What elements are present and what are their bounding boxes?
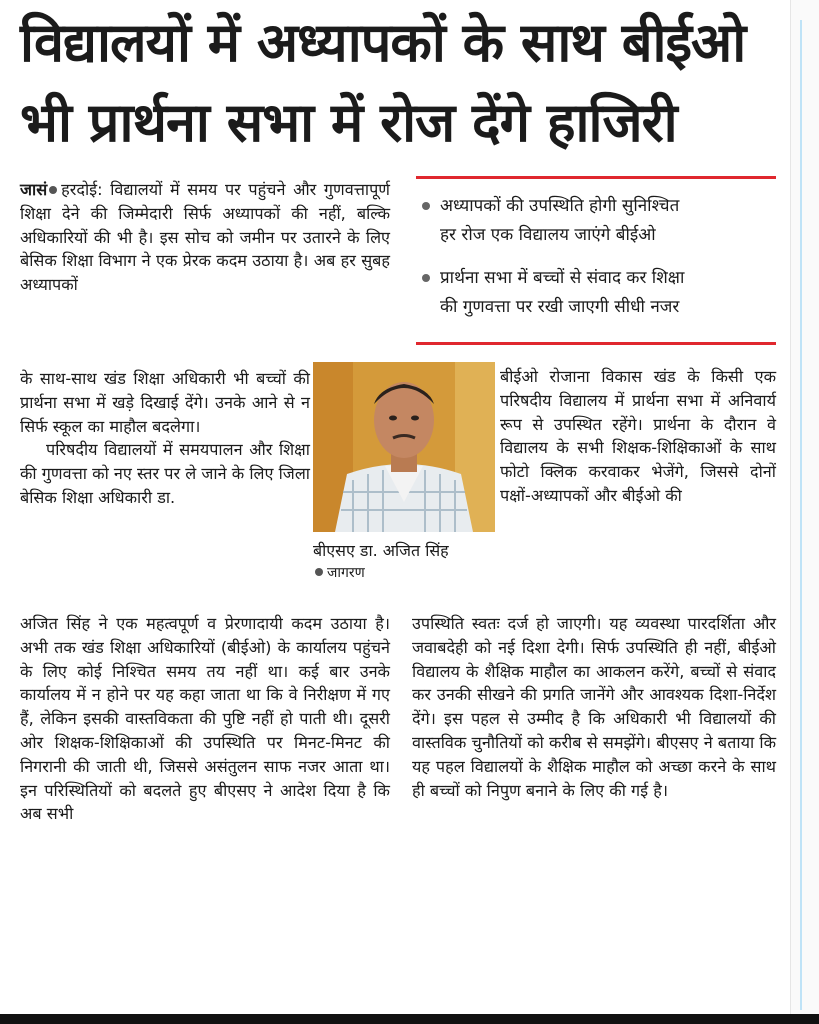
bullet-dot-icon	[49, 186, 57, 194]
bullet-dot-icon	[422, 202, 430, 210]
bullet-dot-icon	[315, 568, 323, 576]
highlight-line: प्रार्थना सभा में बच्चों से संवाद कर शिक्षा	[440, 268, 685, 288]
paragraph-2-cont: अजित सिंह ने एक महत्वपूर्ण व प्रेरणादायी कदम उठाया है। अभी तक खंड शिक्षा अधिकारियों (बीईओ) के कार्यालय पहुंचने के लिए कोई निश्चित समय तय नहीं था। कई बार उनके कार्यालय में न होने पर यह कहा जाता था कि वे निरीक्षण में गए हैं, लेकिन इसकी वास्तविकता की पुष्टि नहीं हो पाती थी। दूसरी ओर शिक्षक-शिक्षिकाओं की उपस्थिति पर मिनट-मिनट की निगरानी की जाती थी, जिससे असंतुलन साफ नजर आता था। इन परिस्थितियों को बदलते हुए बीएसए ने आदेश दिया है कि अब सभी	[20, 614, 390, 824]
portrait-illustration	[313, 362, 495, 532]
bullet-dot-icon	[422, 274, 430, 282]
source-tag: जासं	[20, 180, 48, 199]
paragraph-3: बीईओ रोजाना विकास खंड के किसी एक परिषदीय विद्यालय में प्रार्थना सभा में अनिवार्य रूप से उपस्थित रहेंगे। प्रार्थना के दौरान वे विद्यालय के सभी शिक्षक-शिक्षिकाओं के साथ फोटो क्लिक करवाकर भेजेंगे, जिससे दोनों पक्षों-अध्यापकों और बीईओ की	[500, 367, 776, 505]
bottom-border	[0, 1014, 819, 1024]
highlights-bottom-rule	[416, 342, 776, 345]
paragraph-4: उपस्थिति स्वतः दर्ज हो जाएगी। यह व्यवस्था पारदर्शिता और जवाबदेही को नई दिशा देगी। सिर्फ उपस्थिति ही नहीं, बीईओ विद्यालय के शैक्षिक माहौल का आकलन करेंगे, बच्चों से संवाद कर उनकी सीखने की प्रगति जानेंगे और आवश्यक दिशा-निर्देश देंगे। इस पहल से उम्मीद है कि अधिकारी भी विद्यालयों की वास्तविक चुनौतियों को करीब से समझेंगे। बीएसए ने बताया कि यह पहल विद्यालयों के शैक्षिक माहौल को अच्छा करने के साथ ही बच्चों को निपुण बनाने के लिए की गई है।	[412, 614, 776, 800]
highlight-line: अध्यापकों की उपस्थिति होगी सुनिश्चित	[440, 196, 680, 216]
highlight-item	[422, 192, 774, 250]
article-column-left-narrow	[20, 367, 310, 510]
adjacent-page-strip	[790, 0, 819, 1024]
page-edge	[790, 0, 791, 1024]
photo-credit-text: जागरण	[327, 565, 365, 581]
highlight-line: हर रोज एक विद्यालय जाएंगे बीईओ	[440, 225, 656, 245]
highlights-top-rule	[416, 176, 776, 179]
highlights-box	[416, 176, 776, 346]
headline-line-1: विद्यालयों में अध्यापकों के साथ बीईओ	[20, 11, 746, 74]
article-column-left-lower	[20, 612, 390, 826]
paragraph-1: विद्यालयों में समय पर पहुंचने और गुणवत्तापूर्ण शिक्षा देने की जिम्मेदारी सिर्फ अध्यापकों की नहीं, बल्कि अधिकारियों की भी है। इस सोच को जमीन पर उतारने के लिए बेसिक शिक्षा विभाग ने एक प्रेरक कदम उठाया है। अब हर सुबह अध्यापकों	[20, 180, 390, 295]
photo-caption-text: बीएसए डा. अजित सिंह	[313, 541, 449, 560]
adjacent-page-rule	[800, 20, 802, 1010]
headline-line-2: भी प्रार्थना सभा में रोज देंगे हाजिरी	[20, 91, 677, 154]
dateline: हरदोई:	[61, 180, 103, 199]
paragraph-2	[20, 438, 310, 509]
paragraph-2-text: परिषदीय विद्यालयों में समयपालन और शिक्षा की गुणवत्ता को नए स्तर पर ले जाने के लिए जिला बेसिक शिक्षा अधिकारी डा.	[20, 440, 310, 507]
article-column-right	[500, 365, 776, 508]
photo-credit	[313, 562, 503, 584]
paragraph-1-cont: के साथ-साथ खंड शिक्षा अधिकारी भी बच्चों की प्रार्थना सभा में खड़े दिखाई देंगे। उनके आने से न सिर्फ स्कूल का माहौल बदलेगा।	[20, 369, 310, 436]
article-column-bottom-right	[412, 612, 776, 802]
highlight-item	[422, 264, 774, 322]
official-portrait-photo	[313, 362, 495, 532]
photo-caption	[313, 540, 503, 584]
highlight-line: की गुणवत्ता पर रखी जाएगी सीधी नजर	[440, 297, 680, 317]
article-column-left	[20, 178, 390, 297]
